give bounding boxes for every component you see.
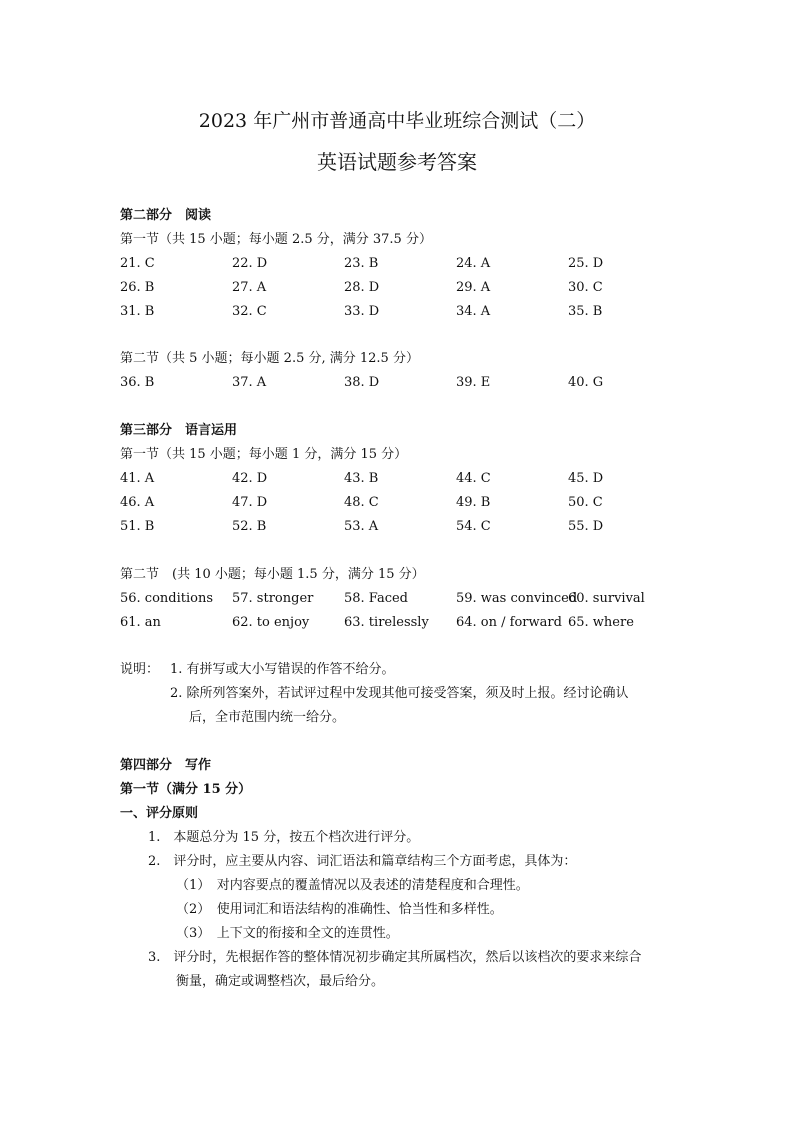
- answer-cell: 65. where: [568, 615, 634, 630]
- part3-section2-label: 第二节 (共 10 小题；每小题 1.5 分，满分 15 分）: [120, 567, 425, 582]
- answer-cell: 61. an: [120, 615, 161, 630]
- answer-cell: 58. Faced: [344, 591, 408, 606]
- answer-cell: 26. B: [120, 280, 155, 295]
- answer-cell: 57. stronger: [232, 591, 314, 606]
- answer-cell: 28. D: [344, 280, 380, 295]
- answer-cell: 55. D: [568, 519, 604, 534]
- part2-heading: 第二部分 阅读: [120, 208, 212, 223]
- answer-cell: 34. A: [456, 304, 491, 319]
- principle-2: 2. 评分时，应主要从内容、词汇语法和篇章结构三个方面考虑，具体为：: [148, 854, 577, 869]
- answer-cell: 42. D: [232, 471, 268, 486]
- part4-heading: 第四部分 写作: [120, 758, 212, 773]
- answer-cell: 46. A: [120, 495, 155, 510]
- answer-cell: 40. G: [568, 375, 604, 390]
- answer-cell: 53. A: [344, 519, 379, 534]
- answer-cell: 35. B: [568, 304, 603, 319]
- answer-cell: 50. C: [568, 495, 603, 510]
- notes-label: 说明：: [120, 662, 160, 677]
- answer-cell: 59. was convinced: [456, 591, 578, 606]
- principle-2-item-1: （1） 对内容要点的覆盖情况以及表述的清楚程度和合理性。: [176, 878, 529, 893]
- answer-cell: 21. C: [120, 256, 155, 271]
- answer-cell: 38. D: [344, 375, 380, 390]
- answer-cell: 64. on / forward: [456, 615, 562, 630]
- answer-cell: 49. B: [456, 495, 491, 510]
- answer-cell: 54. C: [456, 519, 491, 534]
- note-2-line2: 后，全市范围内统一给分。: [189, 710, 346, 725]
- answer-cell: 32. C: [232, 304, 267, 319]
- note-2-line1: 2. 除所列答案外，若试评过程中发现其他可接受答案，须及时上报。经讨论确认: [170, 686, 629, 701]
- answer-cell: 36. B: [120, 375, 155, 390]
- answer-cell: 56. conditions: [120, 591, 214, 606]
- principle-2-item-3: （3） 上下文的衔接和全文的连贯性。: [176, 926, 399, 941]
- answer-cell: 27. A: [232, 280, 267, 295]
- part2-section1-label: 第一节（共 15 小题；每小题 2.5 分，满分 37.5 分）: [120, 232, 432, 247]
- scoring-principle-heading: 一、评分原则: [120, 806, 199, 821]
- answer-cell: 30. C: [568, 280, 603, 295]
- principle-2-item-2: （2） 使用词汇和语法结构的准确性、恰当性和多样性。: [176, 902, 503, 917]
- answer-cell: 48. C: [344, 495, 379, 510]
- answer-cell: 45. D: [568, 471, 604, 486]
- answer-cell: 52. B: [232, 519, 267, 534]
- answer-cell: 29. A: [456, 280, 491, 295]
- answer-cell: 33. D: [344, 304, 380, 319]
- answer-cell: 39. E: [456, 375, 491, 390]
- answer-cell: 31. B: [120, 304, 155, 319]
- answer-cell: 23. B: [344, 256, 379, 271]
- answer-cell: 44. C: [456, 471, 491, 486]
- answer-cell: 60. survival: [568, 591, 645, 606]
- principle-1: 1. 本题总分为 15 分，按五个档次进行评分。: [148, 830, 420, 845]
- answer-cell: 22. D: [232, 256, 268, 271]
- part4-section1-label: 第一节（满分 15 分）: [120, 782, 252, 797]
- answer-cell: 62. to enjoy: [232, 615, 310, 630]
- answer-cell: 41. A: [120, 471, 155, 486]
- part3-heading: 第三部分 语言运用: [120, 423, 238, 438]
- answer-cell: 63. tirelessly: [344, 615, 429, 630]
- answer-cell: 47. D: [232, 495, 268, 510]
- answer-cell: 37. A: [232, 375, 267, 390]
- answer-cell: 24. A: [456, 256, 491, 271]
- document-subtitle: 英语试题参考答案: [317, 150, 477, 174]
- answer-cell: 43. B: [344, 471, 379, 486]
- part2-section2-label: 第二节（共 5 小题；每小题 2.5 分, 满分 12.5 分）: [120, 351, 419, 366]
- answer-cell: 25. D: [568, 256, 604, 271]
- part3-section1-label: 第一节（共 15 小题；每小题 1 分，满分 15 分）: [120, 447, 408, 462]
- note-1: 1. 有拼写或大小写错误的作答不给分。: [170, 662, 395, 677]
- principle-3-line2: 衡量，确定或调整档次，最后给分。: [176, 974, 385, 989]
- principle-3-line1: 3. 评分时，先根据作答的整体情况初步确定其所属档次，然后以该档次的要求来综合: [148, 950, 642, 965]
- answer-cell: 51. B: [120, 519, 155, 534]
- document-title: 2023 年广州市普通高中毕业班综合测试（二）: [198, 110, 596, 132]
